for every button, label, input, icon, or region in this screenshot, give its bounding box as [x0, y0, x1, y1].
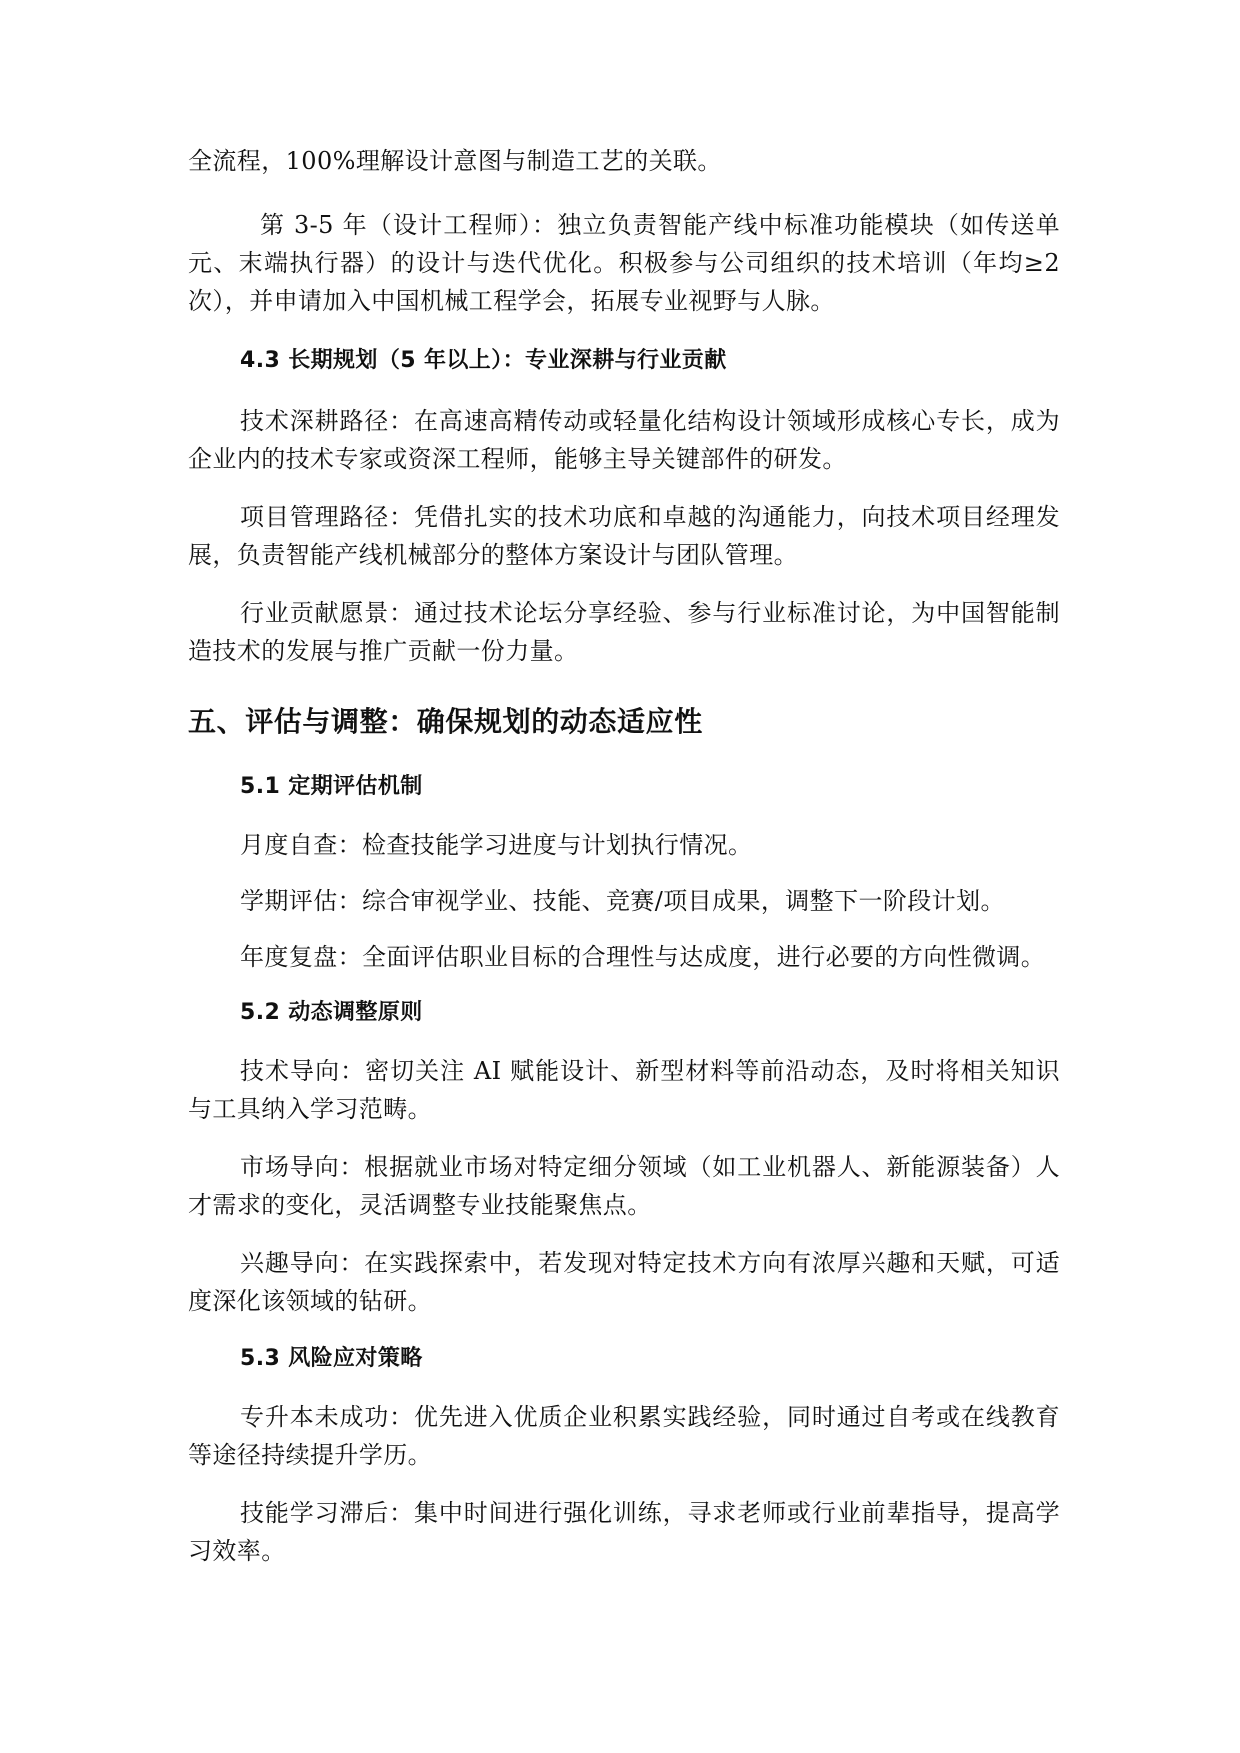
paragraph-market-orientation: 市场导向：根据就业市场对特定细分领域（如工业机器人、新能源装备）人才需求的变化，灵活调整专业技能聚焦点。: [188, 1153, 1060, 1219]
paragraph-tech-path: 技术深耕路径：在高速高精传动或轻量化结构设计领域形成核心专长，成为企业内的技术专家或资深工程师，能够主导关键部件的研发。: [188, 407, 1060, 473]
heading-5-2: 5.2 动态调整原则: [240, 1000, 423, 1025]
paragraph-management-path: 项目管理路径：凭借扎实的技术功底和卓越的沟通能力，向技术项目经理发展，负责智能产线机械部分的整体方案设计与团队管理。: [188, 503, 1060, 569]
paragraph-monthly-check: 月度自查：检查技能学习进度与计划执行情况。: [240, 831, 753, 859]
heading-5-3: 5.3 风险应对策略: [240, 1346, 423, 1371]
document-page: [188, 142, 1060, 1570]
paragraph-skill-lag: 技能学习滞后：集中时间进行强化训练，寻求老师或行业前辈指导，提高学习效率。: [188, 1499, 1060, 1565]
paragraph-annual-review: 年度复盘：全面评估职业目标的合理性与达成度，进行必要的方向性微调。: [240, 943, 1046, 971]
paragraph-upgrade-fail: 专升本未成功：优先进入优质企业积累实践经验，同时通过自考或在线教育等途径持续提升学历。: [188, 1403, 1060, 1469]
heading-section-5: 五、评估与调整：确保规划的动态适应性: [188, 705, 703, 738]
paragraph-year-3-5: 第 3-5 年（设计工程师）：独立负责智能产线中标准功能模块（如传送单元、末端执行器）的设计与迭代优化。积极参与公司组织的技术培训（年均≥2次），并申请加入中国机械工程学会，拓展专业视野与人脉。: [188, 211, 1060, 315]
paragraph-semester-review: 学期评估：综合审视学业、技能、竞赛/项目成果，调整下一阶段计划。: [240, 887, 1005, 915]
paragraph-industry-vision: 行业贡献愿景：通过技术论坛分享经验、参与行业标准讨论，为中国智能制造技术的发展与推广贡献一份力量。: [188, 599, 1060, 665]
paragraph-interest-orientation: 兴趣导向：在实践探索中，若发现对特定技术方向有浓厚兴趣和天赋，可适度深化该领域的钻研。: [188, 1249, 1060, 1315]
heading-5-1: 5.1 定期评估机制: [240, 774, 423, 799]
paragraph-process-continuation: 全流程，100%理解设计意图与制造工艺的关联。: [188, 147, 722, 175]
paragraph-tech-orientation: 技术导向：密切关注 AI 赋能设计、新型材料等前沿动态，及时将相关知识与工具纳入学习范畴。: [188, 1057, 1060, 1123]
heading-4-3: 4.3 长期规划（5 年以上）：专业深耕与行业贡献: [240, 348, 727, 373]
